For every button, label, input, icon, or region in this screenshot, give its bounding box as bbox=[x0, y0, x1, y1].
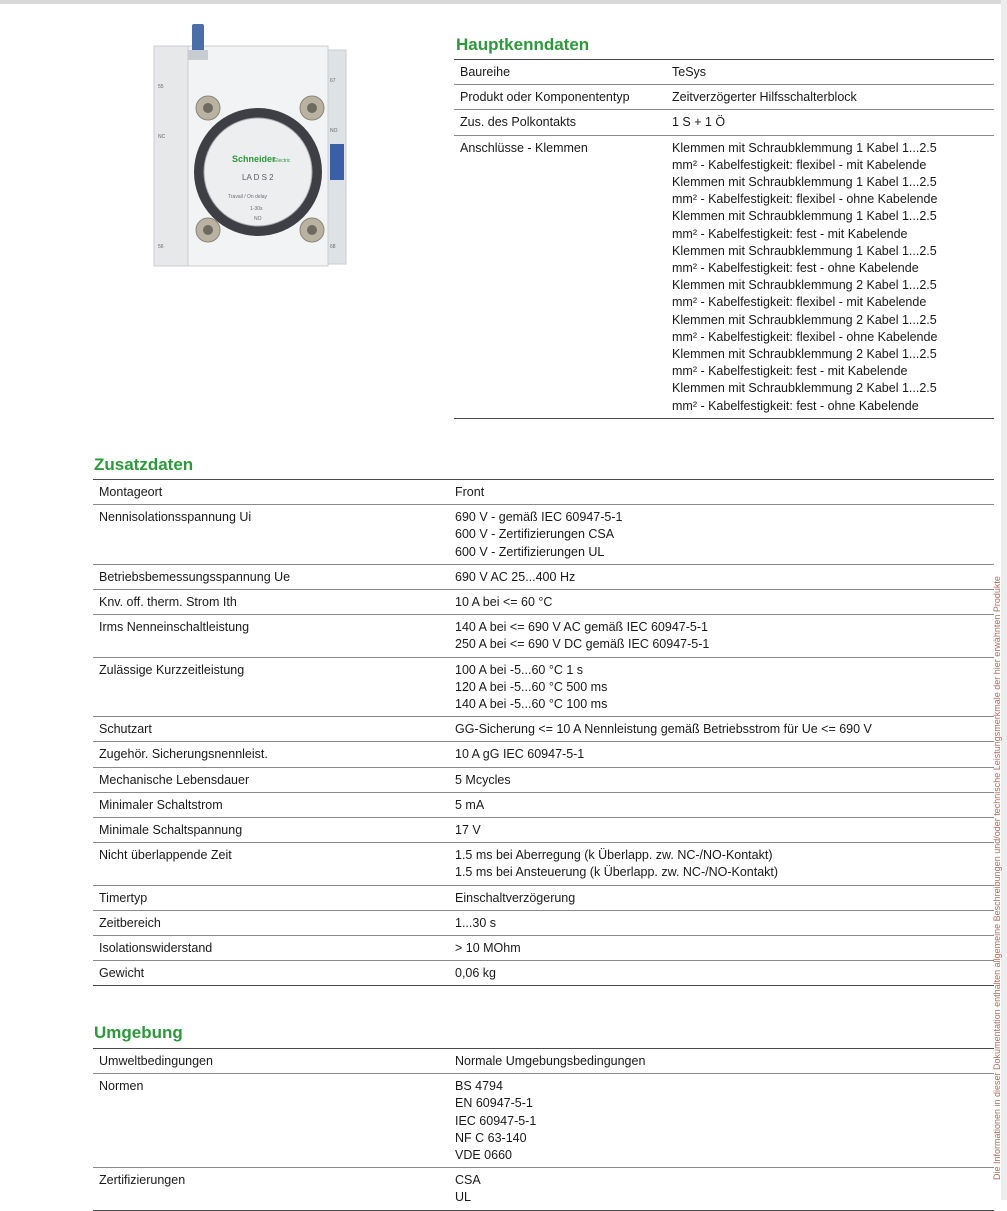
spec-value-line: TeSys bbox=[672, 65, 707, 79]
spec-value bbox=[666, 85, 994, 110]
table-row bbox=[93, 792, 994, 817]
spec-value-line: 120 A bei -5...60 °C 500 ms bbox=[455, 679, 608, 694]
spec-label: Mechanische Lebensdauer bbox=[93, 767, 449, 792]
table-row bbox=[93, 843, 994, 885]
table-row bbox=[93, 657, 994, 717]
spec-value-line: 600 V - Zertifizierungen UL bbox=[455, 544, 605, 559]
table-row bbox=[93, 742, 994, 767]
spec-value-line: UL bbox=[455, 1190, 471, 1205]
spec-label: Produkt oder Komponententyp bbox=[454, 85, 666, 110]
spec-label: Schutzart bbox=[93, 717, 449, 742]
spec-value-line: VDE 0660 bbox=[455, 1148, 512, 1163]
spec-value-line: 5 mA bbox=[455, 797, 485, 812]
table-row bbox=[93, 717, 994, 742]
terminal-mark: 68 bbox=[330, 244, 336, 250]
spec-value-line: Front bbox=[455, 485, 485, 499]
spec-value-line: Klemmen mit Schraubklemmung 2 Kabel 1...2.5 bbox=[672, 312, 937, 327]
model-label: LA D S 2 bbox=[242, 173, 274, 182]
spec-label: Montageort bbox=[93, 480, 449, 505]
spec-label: Gewicht bbox=[93, 961, 449, 986]
table-row bbox=[93, 615, 994, 657]
spec-value-line: 1.5 ms bei Ansteuerung (k Überlapp. zw. NC-/NO-Kontakt) bbox=[455, 865, 779, 880]
spec-value-line: 100 A bei -5...60 °C 1 s bbox=[455, 662, 583, 677]
zusatzdaten-table bbox=[93, 479, 994, 986]
spec-label: Zugehör. Sicherungsnennleist. bbox=[93, 742, 449, 767]
spec-value-line: 690 V - gemäß IEC 60947-5-1 bbox=[455, 510, 623, 525]
spec-value-line: > 10 MOhm bbox=[455, 941, 521, 956]
spec-value bbox=[449, 615, 994, 657]
spec-value-line: mm² - Kabelfestigkeit: fest - mit Kabelende bbox=[672, 364, 908, 379]
spec-value-line: CSA bbox=[455, 1173, 481, 1188]
dial-text: Travail / On delay bbox=[228, 194, 267, 200]
spec-label: Minimaler Schaltstrom bbox=[93, 792, 449, 817]
table-row bbox=[454, 60, 994, 85]
spec-value-line: 0,06 kg bbox=[455, 966, 497, 981]
section-title-umgebung: Umgebung bbox=[94, 1023, 183, 1042]
top-rule bbox=[0, 0, 1007, 4]
spec-value-line: IEC 60947-5-1 bbox=[455, 1113, 537, 1128]
spec-value-line: 1 S + 1 Ö bbox=[672, 115, 726, 130]
table-row bbox=[93, 910, 994, 935]
table-row bbox=[93, 767, 994, 792]
table-row bbox=[93, 936, 994, 961]
spec-value bbox=[449, 961, 994, 986]
spec-value bbox=[449, 910, 994, 935]
table-row bbox=[93, 961, 994, 986]
table-row bbox=[454, 85, 994, 110]
terminal-mark: 67 bbox=[330, 78, 336, 84]
spec-value bbox=[449, 792, 994, 817]
spec-value-line: Klemmen mit Schraubklemmung 2 Kabel 1...2.5 bbox=[672, 278, 937, 293]
spec-value-line: mm² - Kabelfestigkeit: flexibel - mit Kabelende bbox=[672, 157, 927, 172]
spec-label: Irms Nenneinschaltleistung bbox=[93, 615, 449, 657]
spec-value-line: Klemmen mit Schraubklemmung 1 Kabel 1...2.5 bbox=[672, 243, 937, 258]
range-text: 1-30s bbox=[250, 206, 263, 212]
spec-value bbox=[666, 60, 994, 85]
table-row bbox=[93, 505, 994, 565]
spec-value bbox=[449, 767, 994, 792]
spec-value-line: 1.5 ms bei Aberregung (k Überlapp. zw. NC-/NO-Kontakt) bbox=[455, 848, 773, 863]
spec-label: Nicht überlappende Zeit bbox=[93, 843, 449, 885]
spec-value-line: mm² - Kabelfestigkeit: flexibel - ohne Kabelende bbox=[672, 192, 938, 207]
table-row bbox=[93, 818, 994, 843]
spec-value-line: 690 V AC 25...400 Hz bbox=[455, 569, 576, 584]
spec-value-line: 140 A bei -5...60 °C 100 ms bbox=[455, 697, 608, 712]
terminal-mark: NC bbox=[158, 134, 166, 140]
spec-value-line: NF C 63-140 bbox=[455, 1130, 527, 1145]
spec-value bbox=[449, 1168, 994, 1210]
spec-label: Isolationswiderstand bbox=[93, 936, 449, 961]
spec-value bbox=[449, 480, 994, 505]
spec-value-line: mm² - Kabelfestigkeit: fest - mit Kabelende bbox=[672, 226, 908, 241]
spec-value-line: Normale Umgebungsbedingungen bbox=[455, 1054, 646, 1068]
table-row bbox=[93, 590, 994, 615]
spec-value bbox=[449, 505, 994, 565]
umgebung-table bbox=[93, 1048, 994, 1211]
spec-value-line: 250 A bei <= 690 V DC gemäß IEC 60947-5-1 bbox=[455, 637, 710, 652]
spec-label: Baureihe bbox=[454, 60, 666, 85]
spec-value-line: Klemmen mit Schraubklemmung 1 Kabel 1...2.5 bbox=[672, 140, 937, 155]
spec-value-line: GG-Sicherung <= 10 A Nennleistung gemäß Betriebsstrom für Ue <= 690 V bbox=[455, 722, 872, 737]
terminal-mark: 55 bbox=[158, 84, 164, 90]
section-title-hauptkenndaten: Hauptkenndaten bbox=[456, 35, 590, 54]
spec-label: Betriebsbemessungsspannung Ue bbox=[93, 564, 449, 589]
spec-value-line: 5 Mcycles bbox=[455, 772, 511, 787]
spec-label: Minimale Schaltspannung bbox=[93, 818, 449, 843]
side-disclaimer: Die Informationen in dieser Dokumentation enthalten allgemeine Beschreibungen und/oder technische Leistungsmerkmale der hier erwähnten Produkte bbox=[992, 576, 1002, 1180]
spec-value-line: BS 4794 bbox=[455, 1079, 503, 1094]
spec-value bbox=[449, 590, 994, 615]
section-title-zusatzdaten: Zusatzdaten bbox=[94, 455, 194, 474]
terminal-mark: NO bbox=[330, 128, 338, 134]
spec-value-line: mm² - Kabelfestigkeit: flexibel - mit Kabelende bbox=[672, 295, 927, 310]
spec-value-line: Zeitverzögerter Hilfsschalterblock bbox=[672, 90, 857, 105]
spec-value-line: Klemmen mit Schraubklemmung 2 Kabel 1...2.5 bbox=[672, 381, 937, 396]
spec-value bbox=[449, 564, 994, 589]
brand-label: Schneider bbox=[232, 154, 276, 164]
spec-value bbox=[449, 742, 994, 767]
spec-value-line: 10 A bei <= 60 °C bbox=[455, 595, 553, 610]
spec-label: Zus. des Polkontakts bbox=[454, 110, 666, 135]
spec-value-line: 1...30 s bbox=[455, 915, 496, 930]
table-row bbox=[93, 1168, 994, 1210]
spec-label: Zeitbereich bbox=[93, 910, 449, 935]
brand-sub-label: Electric bbox=[274, 158, 291, 164]
spec-label: Zulässige Kurzzeitleistung bbox=[93, 657, 449, 717]
spec-value bbox=[449, 818, 994, 843]
spec-label: Timertyp bbox=[93, 885, 449, 910]
spec-label: Zertifizierungen bbox=[93, 1168, 449, 1210]
spec-value bbox=[449, 885, 994, 910]
spec-value-line: Klemmen mit Schraubklemmung 1 Kabel 1...2.5 bbox=[672, 209, 937, 224]
spec-value bbox=[449, 717, 994, 742]
spec-value bbox=[449, 1049, 994, 1074]
spec-value-line: Klemmen mit Schraubklemmung 2 Kabel 1...2.5 bbox=[672, 347, 937, 362]
spec-value-line: Einschaltverzögerung bbox=[455, 890, 576, 905]
spec-value-line: mm² - Kabelfestigkeit: fest - ohne Kabelende bbox=[672, 261, 919, 276]
spec-label: Nennisolationsspannung Ui bbox=[93, 505, 449, 565]
terminal-mark: 56 bbox=[158, 244, 164, 250]
contact-text: NO bbox=[254, 216, 262, 222]
table-row bbox=[93, 480, 994, 505]
spec-value bbox=[449, 1074, 994, 1168]
spec-label: Umweltbedingungen bbox=[93, 1049, 449, 1074]
table-row bbox=[93, 1049, 994, 1074]
spec-label: Normen bbox=[93, 1074, 449, 1168]
table-row bbox=[454, 110, 994, 135]
spec-value-line: 10 A gG IEC 60947-5-1 bbox=[455, 747, 585, 762]
spec-label: Knv. off. therm. Strom Ith bbox=[93, 590, 449, 615]
spec-value-line: 17 V bbox=[455, 823, 481, 838]
spec-value bbox=[449, 936, 994, 961]
spec-value bbox=[449, 843, 994, 885]
table-row bbox=[93, 1074, 994, 1168]
hauptkenndaten-table bbox=[454, 59, 994, 419]
spec-value bbox=[666, 110, 994, 135]
spec-value-line: 140 A bei <= 690 V AC gemäß IEC 60947-5-1 bbox=[455, 620, 708, 635]
spec-label: Anschlüsse - Klemmen bbox=[454, 135, 666, 418]
product-image bbox=[152, 20, 348, 268]
spec-value-line: EN 60947-5-1 bbox=[455, 1096, 533, 1111]
spec-value bbox=[449, 657, 994, 717]
table-row bbox=[93, 564, 994, 589]
spec-value-line: mm² - Kabelfestigkeit: flexibel - ohne Kabelende bbox=[672, 329, 938, 344]
spec-value-line: mm² - Kabelfestigkeit: fest - ohne Kabelende bbox=[672, 398, 919, 413]
spec-value bbox=[666, 135, 994, 418]
table-row bbox=[93, 885, 994, 910]
spec-value-line: Klemmen mit Schraubklemmung 1 Kabel 1...2.5 bbox=[672, 175, 937, 190]
spec-value-line: 600 V - Zertifizierungen CSA bbox=[455, 527, 615, 542]
table-row bbox=[454, 135, 994, 418]
